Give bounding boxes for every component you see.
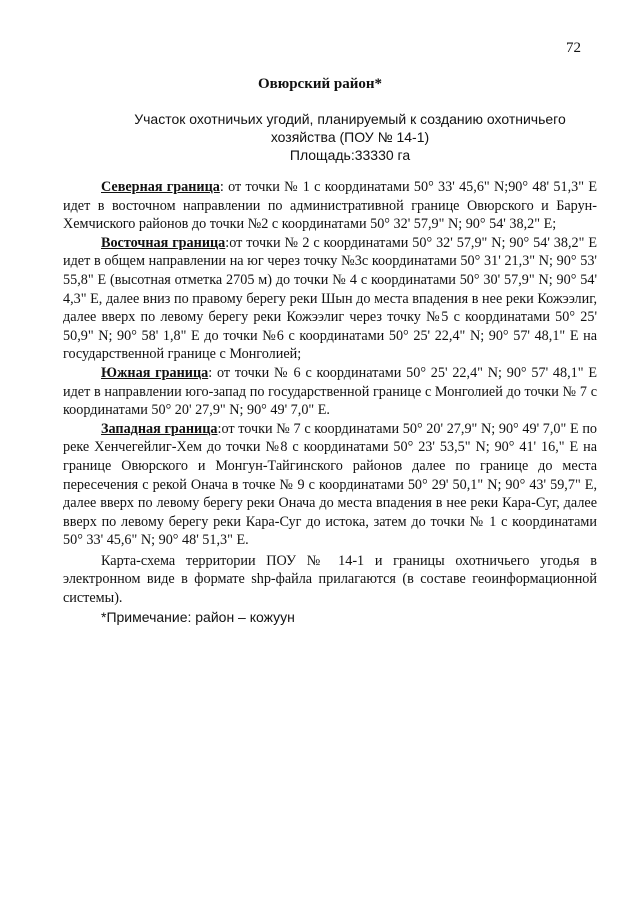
page-title: Овюрский район* — [257, 76, 383, 92]
north-boundary-paragraph — [63, 178, 597, 234]
east-boundary-text: :от точки № 2 с координатами 50° 32' 57,9" N; 90° 54' 38,2" E идет в общем направлении на юг через точку №3с координатами 50° 31' 21,3" N; 90° 53' 55,8" E (высотная отметка 2705 м) до точки № 4 с координатами 50° 30' 57,9" N; 90° 54' 4,3" E, далее вниз по правому берегу реки Шын до места впадения в нее реки Кожээлиг, далее вверх по левому берегу реки Кожээлиг через точку №5 с координатами 50° 25' 50,9" N; 90° 58' 1,8" E до точки №6 с координатами 50° 25' 22,4" N; 90° 57' 48,1" E на государственной границе с Монголией; — [63, 234, 597, 363]
south-boundary-heading: Южная граница — [101, 364, 209, 381]
east-boundary-paragraph — [63, 234, 597, 364]
subtitle-line-1: Участок охотничьих угодий, планируемый к созданию охотничьего — [134, 111, 566, 127]
map-note-paragraph: Карта-схема территории ПОУ № 14-1 и границы охотничьего угодья в электронном виде в формате shp-файла прилагаются (в составе геоинформационной системы). — [63, 552, 597, 607]
subtitle — [120, 110, 580, 164]
west-boundary-text: :от точки № 7 с координатами 50° 20' 27,9" N; 90° 49' 7,0" E по реке Хенчегейлиг-Хем до точки №8 с координатами 50° 23' 53,5" N; 90° 41' 16," E на границе Овюрского и Монгун-Тайгинского районов далее по границе до места пересечения с рекой Онача в точке № 9 с координатами 50° 29' 50,1" N; 90° 43' 59,7" E, далее вверх по левому берегу реки Онача до места впадения в нее реки Кара-Суг, далее вверх по левому берегу реки Кара-Суг до истока, затем до точки № 1 с координатами 50° 33' 45,6" N; 90° 48' 51,3" E. — [63, 420, 597, 549]
subtitle-line-2: хозяйства (ПОУ № 14-1) — [270, 129, 430, 145]
west-boundary-heading: Западная граница — [101, 420, 218, 437]
footnote: *Примечание: район – кожуун — [101, 608, 295, 625]
south-boundary-paragraph — [63, 364, 597, 420]
south-boundary-text: : от точки № 6 с координатами 50° 25' 22,4" N; 90° 57' 48,1" E идет в направлении юго-запад по государственной границе с Монголией до точки № 7 с координатами 50° 20' 27,9" N; 90° 49' 7,0" E. — [63, 364, 597, 419]
page-number: 72 — [566, 40, 581, 56]
west-boundary-paragraph — [63, 420, 597, 550]
north-boundary-text: : от точки № 1 с координатами 50° 33' 45,6" N;90° 48' 51,3" E идет в восточном направлении по административной границе Овюрского и Барун-Хемчиского районов до точки №2 с координатами 50° 32' 57,9" N; 90° 54' 38,2" E; — [63, 179, 597, 233]
east-boundary-heading: Восточная граница — [101, 234, 226, 251]
area-text: Площадь:33330 га — [289, 147, 411, 163]
north-boundary-heading: Северная граница — [101, 179, 220, 195]
document-body — [63, 178, 597, 626]
